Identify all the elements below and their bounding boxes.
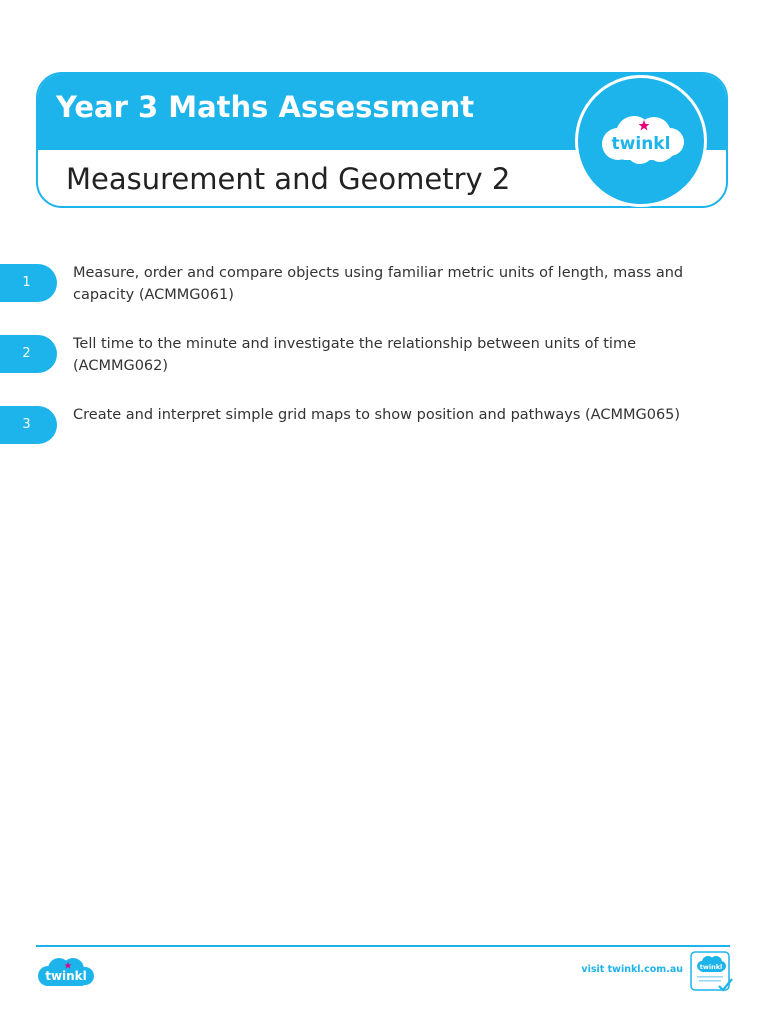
footer-logo-wordmark: twinkl (45, 969, 87, 983)
objective-text: Create and interpret simple grid maps to show position and pathways (ACMMG065) (73, 407, 681, 423)
objective-text: Measure, order and compare objects using familiar metric units of length, mass and capacity (ACMMG061) (73, 265, 684, 303)
page-subtitle: Measurement and Geometry 2 (66, 162, 511, 196)
objective-number-tab: 2 (0, 335, 57, 373)
objective-number-tab: 1 (0, 264, 57, 302)
objective-item (0, 327, 768, 373)
objective-text: Tell time to the minute and investigate the relationship between units of time (ACMMG062) (73, 336, 637, 374)
footer-twinkl-logo (34, 954, 98, 996)
objective-item (0, 398, 768, 444)
badge-wordmark: twinkl (699, 963, 723, 971)
footer-cloud-icon (34, 954, 98, 992)
objective-item (0, 256, 768, 302)
cloud-logo-icon (578, 78, 704, 204)
logo-wordmark: twinkl (611, 134, 671, 154)
quality-standard-badge (689, 950, 735, 994)
objective-number-tab: 3 (0, 406, 57, 444)
twinkl-logo (575, 75, 707, 207)
footer-divider (36, 945, 730, 947)
page-title: Year 3 Maths Assessment (56, 90, 475, 124)
quality-badge-icon (689, 950, 735, 994)
footer-website-link[interactable]: visit twinkl.com.au (581, 964, 683, 975)
